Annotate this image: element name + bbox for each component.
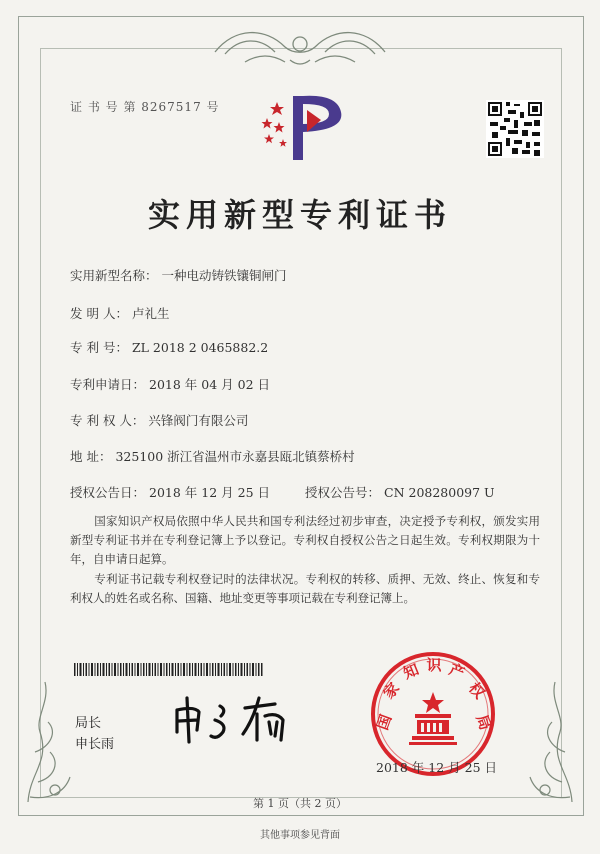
field-label: 实用新型名称： — [70, 268, 158, 283]
svg-text:识: 识 — [426, 656, 442, 674]
field-value: ZL 2018 2 0465882.2 — [131, 340, 269, 355]
director-title: 局长 — [75, 716, 102, 731]
top-ornament — [205, 22, 395, 72]
legal-status-text: 专利证书记载专利权登记时的法律状况。专利权的转移、质押、无效、终止、恢复和专利权人的姓名或名称、国籍、地址变更等事项记载在专利登记簿上。 — [70, 572, 540, 605]
grant-statement-text: 国家知识产权局依照中华人民共和国专利法经过初步审查，决定授予专利权，颁发实用新型专利证书并在专利登记簿上予以登记。专利权自授权公告之日起生效。专利权期限为十年，自申请日起算。 — [70, 514, 540, 566]
certificate-number: 证 书 号 第 8267517 号 — [70, 100, 220, 114]
barcode-icon — [74, 663, 264, 676]
qr-code-icon — [486, 100, 544, 158]
footer-note: 其他事项参见背面 — [260, 830, 340, 841]
signature — [165, 690, 315, 750]
grant-statement — [70, 512, 540, 569]
bottom-left-ornament — [20, 672, 80, 812]
field-value: CN 208280097 U — [384, 485, 495, 500]
field-value: 一种电动铸铁镶铜闸门 — [161, 268, 287, 283]
svg-text:知: 知 — [400, 660, 422, 683]
field-grant-date — [70, 483, 270, 501]
director-name: 申长雨 — [75, 737, 115, 752]
field-patent-name — [70, 266, 287, 284]
page-number: 第 1 页（共 2 页） — [253, 797, 347, 810]
field-label: 专 利 号： — [70, 340, 128, 355]
field-label: 专 利 权 人： — [70, 413, 145, 428]
field-label: 发 明 人： — [70, 306, 128, 321]
seal-date: 2018 年 12 月 25 日 — [376, 760, 497, 775]
field-value: 兴锋阀门有限公司 — [148, 413, 249, 428]
legal-status-statement — [70, 570, 540, 608]
field-label: 专利申请日： — [70, 377, 146, 392]
svg-text:家: 家 — [379, 679, 403, 703]
field-label: 地 址： — [70, 449, 112, 464]
field-application-date — [70, 375, 270, 393]
field-value: 2018 年 04 月 02 日 — [149, 377, 271, 392]
field-inventor — [70, 304, 169, 322]
patent-office-logo-icon — [255, 92, 350, 164]
bottom-right-ornament — [520, 672, 580, 812]
field-label: 授权公告日： — [70, 485, 146, 500]
field-address — [70, 447, 355, 465]
svg-text:局: 局 — [472, 712, 495, 733]
field-patentee — [70, 411, 248, 429]
field-value: 325100 浙江省温州市永嘉县瓯北镇蔡桥村 — [115, 449, 355, 464]
field-label: 授权公告号： — [305, 485, 381, 500]
field-value: 卢礼生 — [131, 306, 170, 321]
field-value: 2018 年 12 月 25 日 — [149, 485, 271, 500]
svg-text:国: 国 — [373, 712, 396, 733]
field-grant-number — [305, 483, 495, 501]
svg-text:产: 产 — [446, 660, 468, 683]
certificate-title: 实用新型专利证书 — [147, 196, 452, 234]
svg-text:权: 权 — [465, 679, 489, 703]
field-patent-number — [70, 338, 268, 356]
